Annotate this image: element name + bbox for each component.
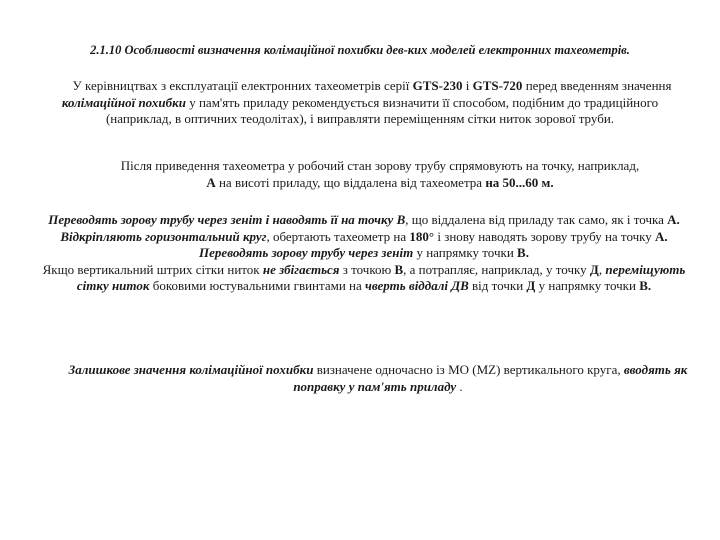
text: у пам'ять приладу рекомендується визначити її способом, подібним до традиційного (наприклад, в оптичних теодолітах), і виправляти переміщенням сітки ниток зорової труби. (105, 94, 659, 126)
model-name: GTS-720 (472, 78, 523, 93)
emphasis: Відкріпляють горизонтальний круг (60, 228, 267, 244)
text: від точки (468, 278, 527, 293)
text: , а потрапляє, наприклад, у точку (403, 261, 590, 277)
text: боковими юстувальними гвинтами на (149, 278, 366, 293)
emphasis: Переводять зорову трубу через зеніт (199, 245, 414, 260)
emphasis: переміщують сітку ниток (76, 261, 686, 293)
text: визначене одночасно із МО (MZ) вертикального круга, (313, 362, 624, 377)
step-2 (40, 229, 688, 246)
text: . (456, 378, 463, 394)
text: з точкою (339, 261, 395, 277)
text: , (598, 261, 606, 277)
angle: 180° (409, 228, 435, 244)
point-label: В. (517, 245, 529, 260)
text: у напрямку точки (535, 278, 640, 293)
emphasis: Залишкове значення колімаційної похибки (68, 362, 314, 377)
emphasis: колімаційної похибки (61, 94, 186, 110)
paragraph-4 (58, 362, 698, 395)
point-label: А. (655, 228, 668, 244)
paragraph-1 (40, 78, 680, 128)
point-label: Д (589, 261, 599, 277)
step-3 (40, 245, 688, 262)
step-4 (40, 262, 688, 295)
model-name: GTS-230 (412, 78, 463, 93)
text: Якщо вертикальний штрих сітки ниток (42, 261, 263, 277)
emphasis: Переводять зорову трубу через зеніт і наводять її на точку В (48, 212, 406, 227)
point-label: В (394, 261, 404, 277)
step-1 (40, 212, 688, 229)
section-heading: 2.1.10 Особливості визначення колімаційної похибки дев-ких моделей електронних тахеометрів. (90, 43, 630, 57)
point-label: В. (639, 278, 652, 293)
emphasis: вводять як поправку у пам'ять приладу (293, 362, 688, 394)
text: перед введенням значення (522, 78, 672, 93)
point-label: Д (526, 278, 536, 293)
text: Після приведення тахеометра у робочий стан зорову трубу спрямовують на точку, наприклад, (120, 158, 640, 173)
emphasis: не збігається (262, 261, 340, 277)
text: на висоті приладу, що віддалена від тахеометра (215, 174, 486, 190)
text: У керівництвах з експлуатації електронних тахеометрів серії (72, 78, 413, 93)
paragraph-2 (120, 158, 640, 191)
distance: на 50...60 м. (485, 174, 554, 190)
text: , обертають тахеометр на (266, 228, 410, 244)
point-label: А. (667, 212, 680, 227)
paragraph-3 (40, 212, 688, 295)
emphasis: чверть віддалі ДВ (365, 278, 469, 293)
text: і (462, 78, 473, 93)
text: і знову наводять зорову трубу на точку (434, 228, 656, 244)
text: у напрямку точки (413, 245, 518, 260)
text: , що віддалена від приладу так само, як і точка (405, 212, 668, 227)
point-label: А (206, 174, 216, 190)
